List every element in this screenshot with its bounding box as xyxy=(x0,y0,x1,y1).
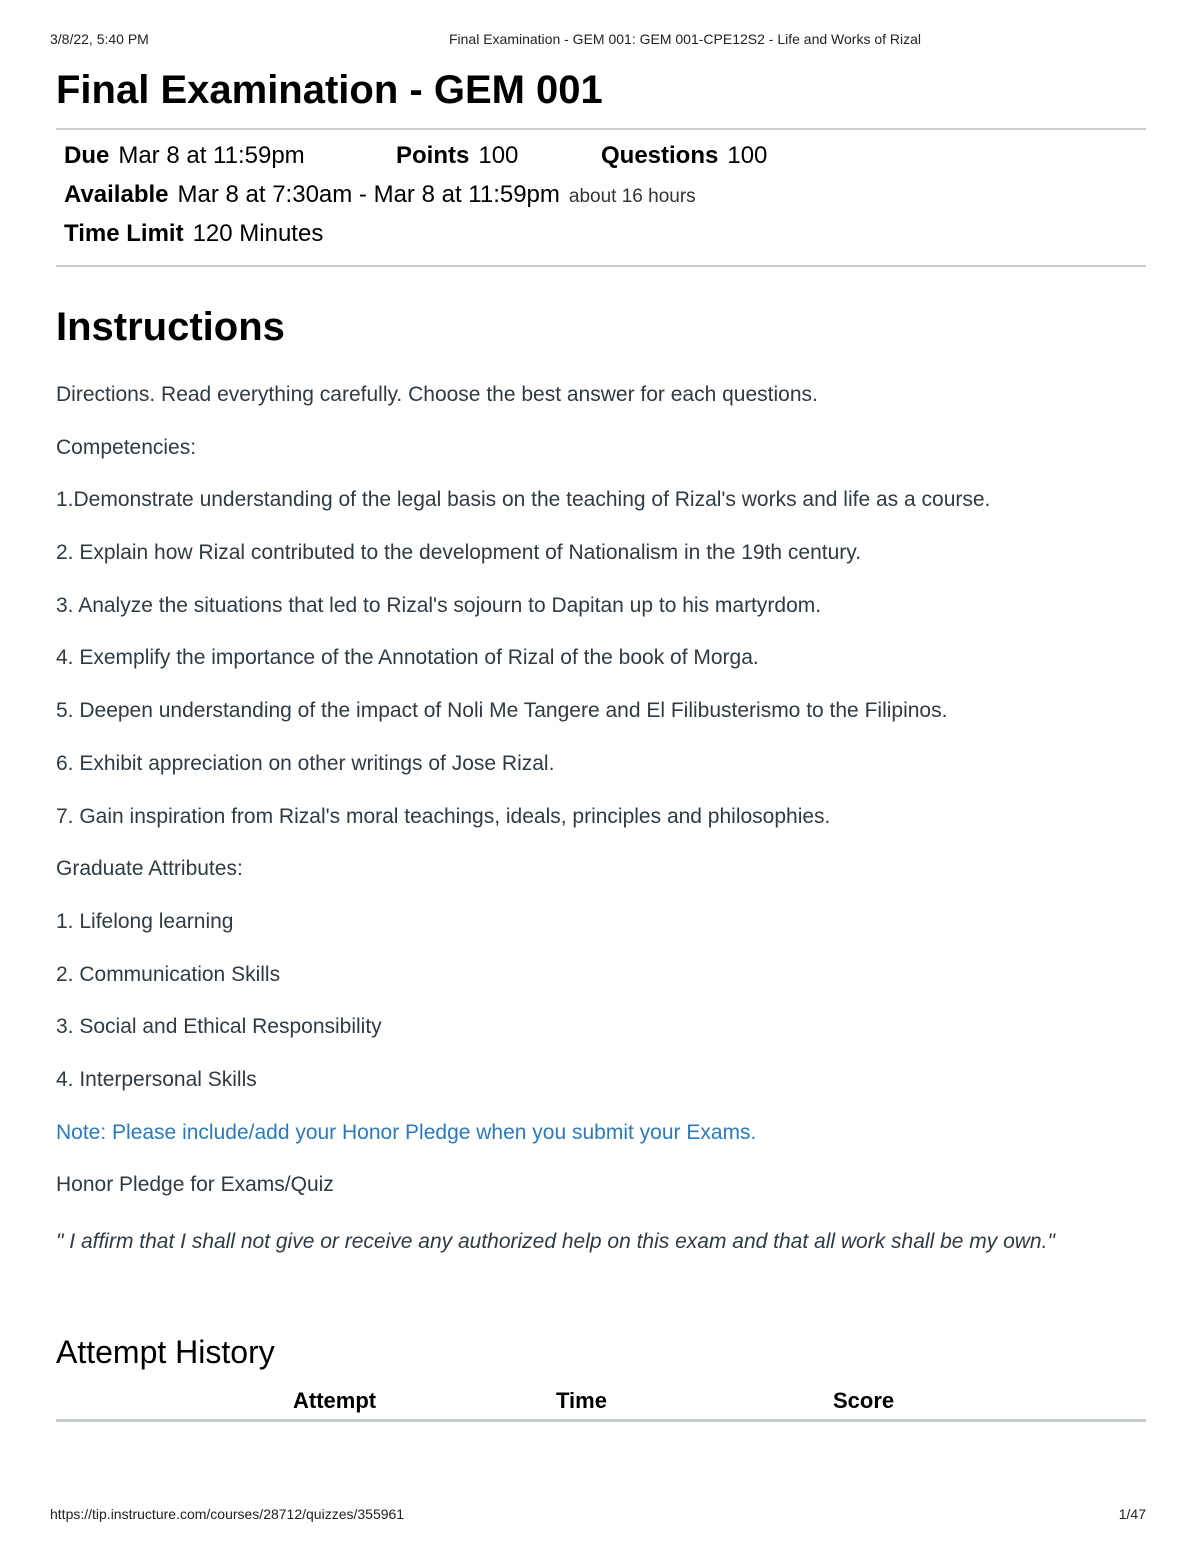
time-limit-label: Time Limit xyxy=(64,219,184,247)
instruction-paragraph: 6. Exhibit appreciation on other writings of Jose Rizal. xyxy=(56,751,555,775)
quiz-details-row-2 xyxy=(64,175,1146,214)
instruction-paragraph: 3. Analyze the situations that led to Rizal's sojourn to Dapitan up to his martyrdom. xyxy=(56,593,822,617)
honor-pledge-title: Honor Pledge for Exams/Quiz xyxy=(56,1173,334,1197)
honor-pledge-text: " I affirm that I shall not give or receive any authorized help on this exam and that all work shall be my own." xyxy=(56,1230,1055,1253)
instructions-body xyxy=(56,381,1146,1260)
questions-value: 100 xyxy=(727,141,768,169)
points-label: Points xyxy=(396,141,470,169)
quiz-details xyxy=(56,130,1146,265)
instruction-paragraph: Competencies: xyxy=(56,435,197,459)
attempt-history-table xyxy=(56,1388,1146,1422)
quiz-content xyxy=(56,64,1146,1422)
due-detail xyxy=(64,142,396,170)
available-label: Available xyxy=(64,180,169,208)
score-column-header: Score xyxy=(833,1388,895,1413)
print-page-number: 1/47 xyxy=(1118,1506,1146,1522)
available-duration: about 16 hours xyxy=(568,185,696,207)
available-detail xyxy=(64,181,696,209)
instruction-paragraph: 3. Social and Ethical Responsibility xyxy=(56,1015,382,1039)
instruction-paragraph: Directions. Read everything carefully. Choose the best answer for each questions. xyxy=(56,383,818,406)
time-column-header: Time xyxy=(556,1388,607,1413)
instruction-paragraph: 4. Exemplify the importance of the Annotation of Rizal of the book of Morga. xyxy=(56,646,759,670)
available-value: Mar 8 at 7:30am - Mar 8 at 11:59pm xyxy=(177,180,560,208)
due-label: Due xyxy=(64,141,110,169)
instruction-paragraph: 1. Lifelong learning xyxy=(56,909,234,933)
due-value: Mar 8 at 11:59pm xyxy=(118,141,305,169)
instruction-paragraph: 4. Interpersonal Skills xyxy=(56,1067,257,1091)
questions-detail xyxy=(601,142,767,170)
instructions-heading: Instructions xyxy=(56,305,285,349)
time-limit-detail xyxy=(64,220,323,248)
instruction-paragraph: 5. Deepen understanding of the impact of Noli Me Tangere and El Filibusterismo to the Filipinos. xyxy=(56,699,948,723)
instruction-paragraph: 1.Demonstrate understanding of the legal basis on the teaching of Rizal's works and life as a course. xyxy=(56,488,991,512)
instruction-paragraph: 7. Gain inspiration from Rizal's moral teachings, ideals, principles and philosophies. xyxy=(56,804,831,828)
time-limit-value: 120 Minutes xyxy=(192,219,324,247)
print-url: https://tip.instructure.com/courses/28712/quizzes/355961 xyxy=(50,1506,405,1522)
points-value: 100 xyxy=(478,141,519,169)
attempt-history-header-row xyxy=(56,1388,1146,1422)
instruction-paragraph: 2. Explain how Rizal contributed to the development of Nationalism in the 19th century. xyxy=(56,541,862,565)
instruction-paragraph: 2. Communication Skills xyxy=(56,962,281,986)
quiz-details-row-1 xyxy=(64,136,1146,175)
attempt-history-heading: Attempt History xyxy=(56,1334,275,1370)
points-detail xyxy=(396,142,601,170)
attempt-column-header: Attempt xyxy=(293,1388,377,1413)
instruction-paragraph: Graduate Attributes: xyxy=(56,857,243,881)
print-page-title: Final Examination - GEM 001: GEM 001-CPE12S2 - Life and Works of Rizal xyxy=(448,31,922,47)
honor-pledge-note: Note: Please include/add your Honor Pledge when you submit your Exams. xyxy=(56,1120,757,1144)
details-divider xyxy=(56,265,1146,267)
quiz-title: Final Examination - GEM 001 xyxy=(56,68,603,112)
quiz-details-row-3 xyxy=(64,214,1146,253)
print-datetime: 3/8/22, 5:40 PM xyxy=(50,31,149,47)
questions-label: Questions xyxy=(601,141,719,169)
